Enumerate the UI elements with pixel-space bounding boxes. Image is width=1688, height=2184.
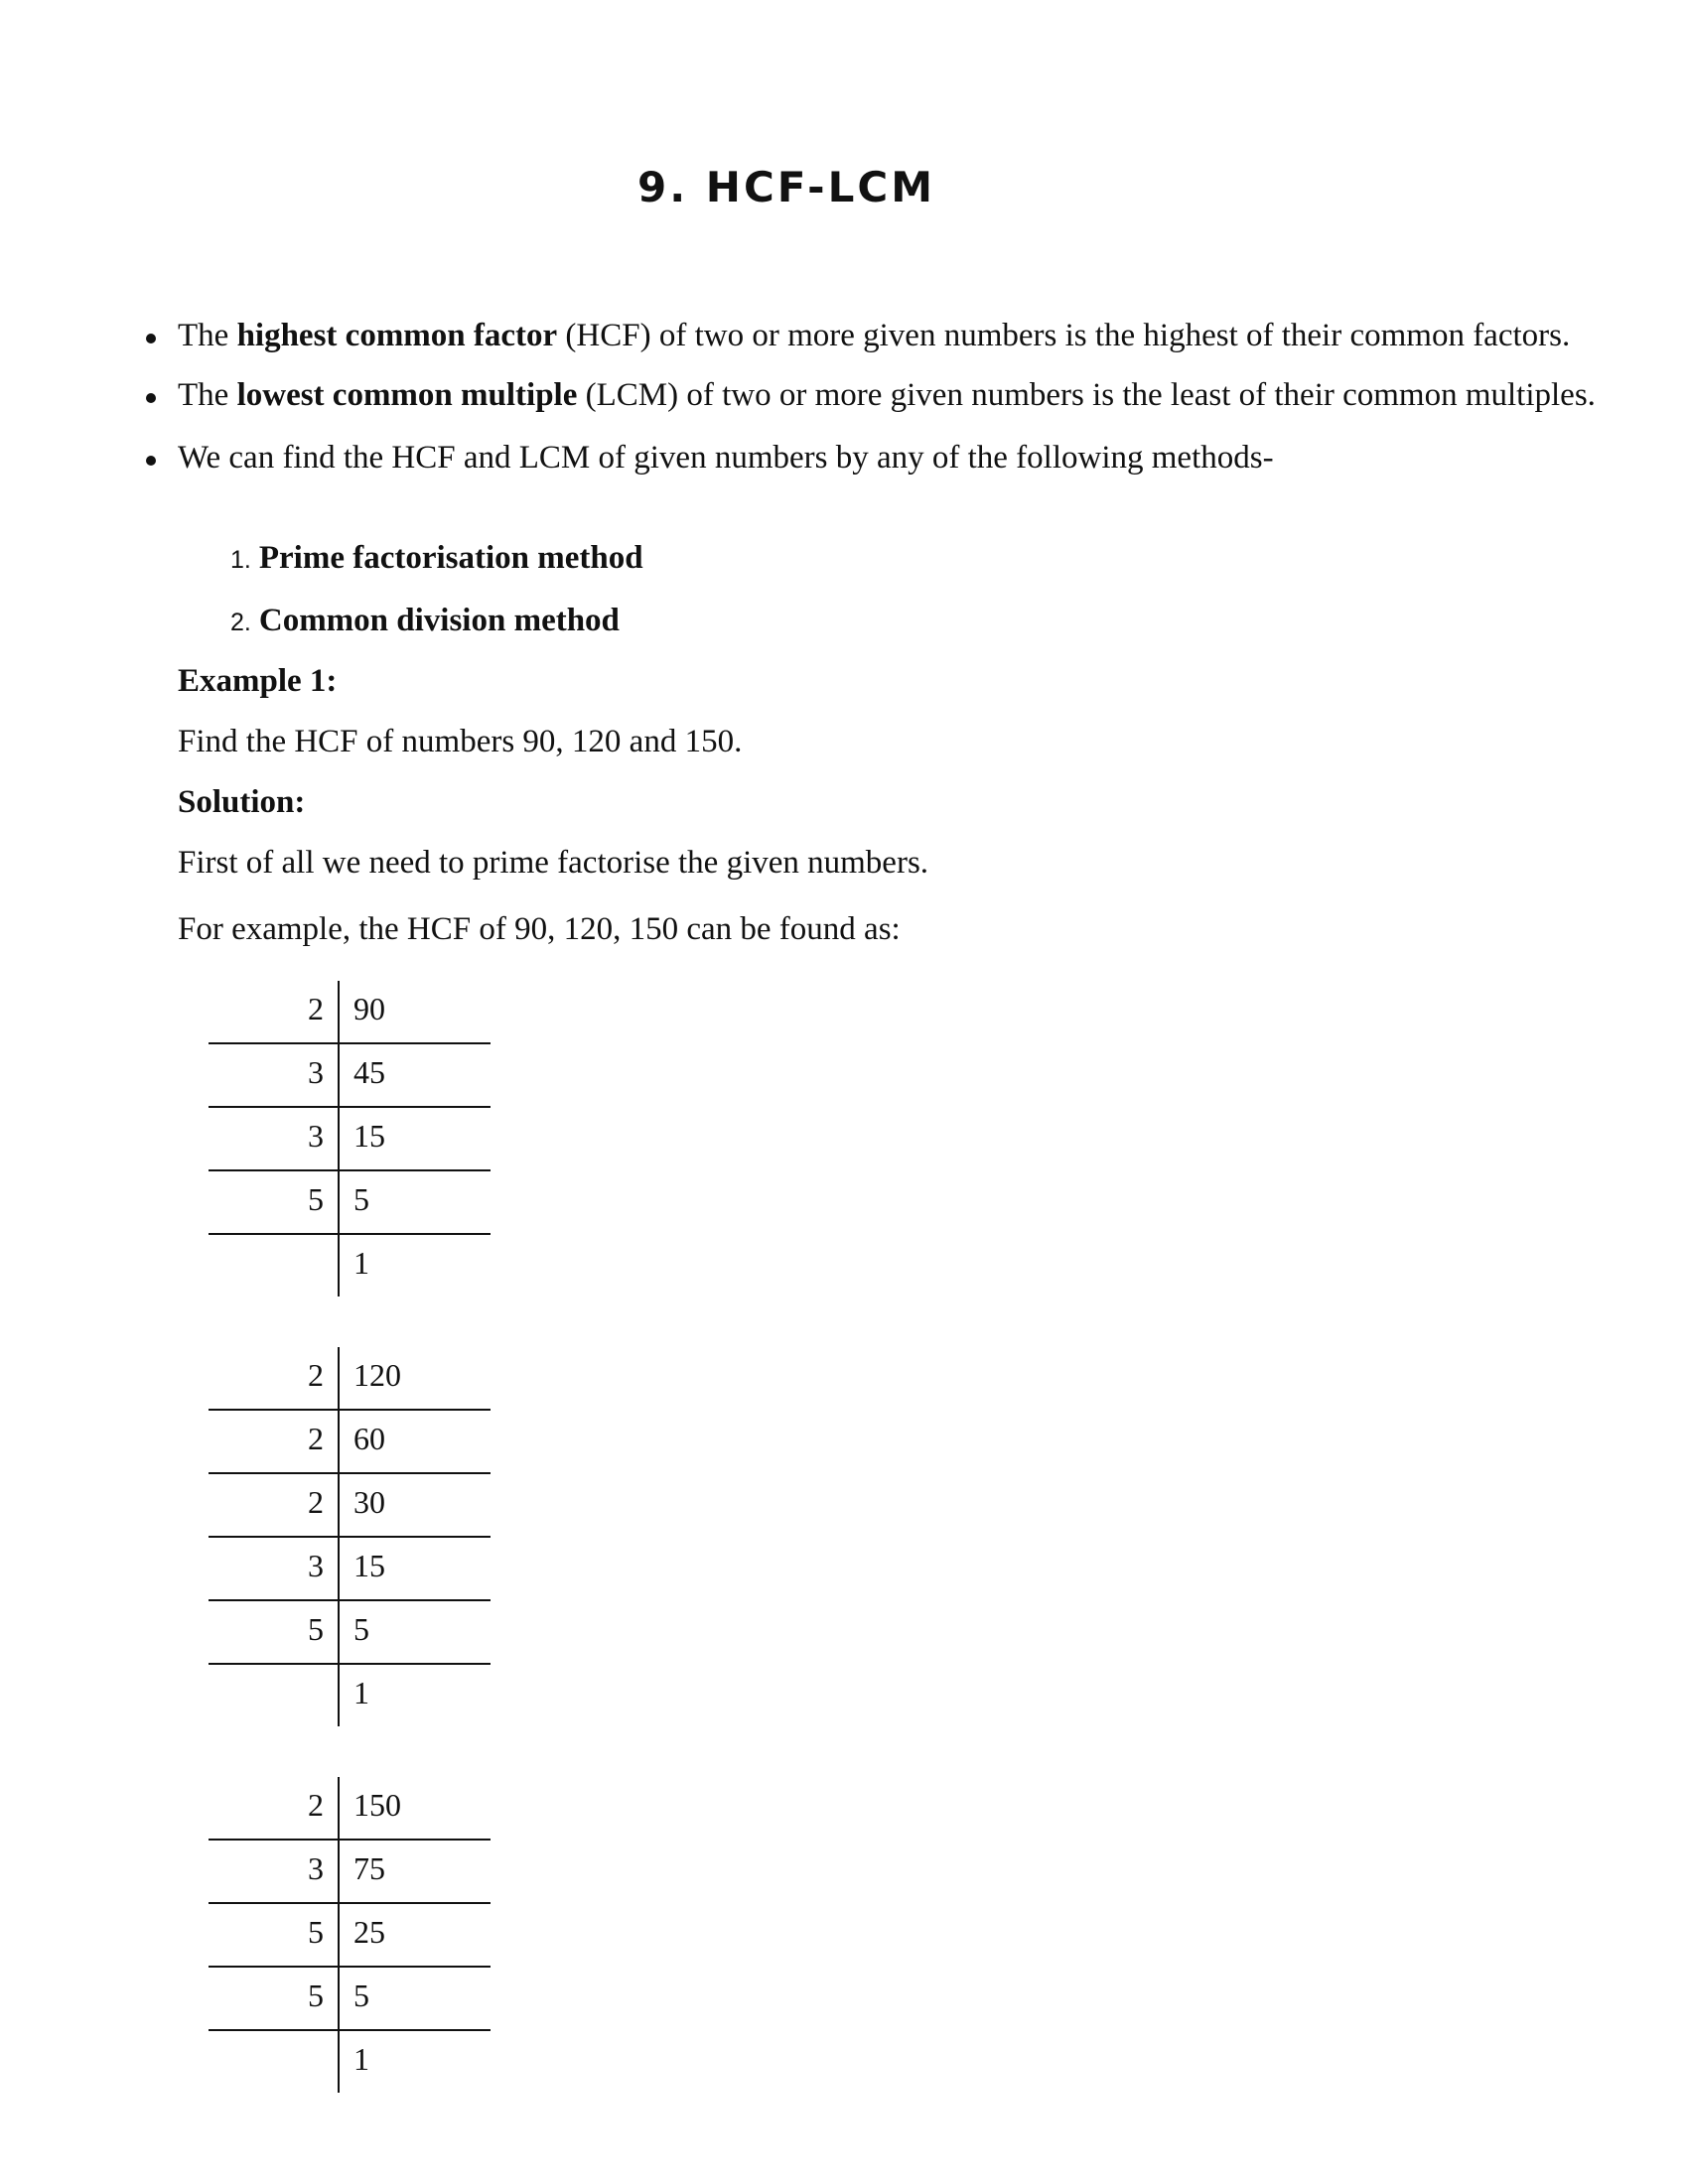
- division-vertical-line: [338, 1171, 340, 1233]
- division-vertical-line: [338, 1538, 340, 1599]
- division-table-120: [209, 1347, 491, 1726]
- quotient: 150: [353, 1787, 401, 1823]
- quotient: 1: [353, 1245, 369, 1281]
- quotient: 120: [353, 1357, 401, 1393]
- division-row: [209, 981, 491, 1044]
- bullet-icon: [146, 334, 156, 343]
- division-row: [209, 1235, 491, 1297]
- bullet-icon: [146, 393, 156, 403]
- divisor: 3: [308, 1850, 324, 1886]
- divisor: 5: [308, 1914, 324, 1950]
- division-row: [209, 1474, 491, 1538]
- division-row: [209, 1777, 491, 1841]
- division-vertical-line: [338, 2031, 340, 2093]
- division-vertical-line: [338, 1235, 340, 1297]
- quotient: 15: [353, 1548, 385, 1583]
- quotient: 60: [353, 1421, 385, 1456]
- example-heading: [178, 665, 337, 698]
- method-item: [230, 605, 643, 639]
- methods-list: [230, 542, 643, 639]
- divisor: 5: [308, 1978, 324, 2013]
- lcm-definition-text: (LCM) of two or more given numbers is the least of their common multiples.: [577, 377, 1596, 413]
- divisor: 3: [308, 1548, 324, 1583]
- divisor: 5: [308, 1181, 324, 1217]
- method-number: 2.: [230, 609, 251, 636]
- method-number: 1.: [230, 546, 251, 574]
- division-row: [209, 1665, 491, 1726]
- division-vertical-line: [338, 1841, 340, 1902]
- quotient: 15: [353, 1118, 385, 1154]
- divisor: 2: [308, 1421, 324, 1456]
- division-vertical-line: [338, 1347, 340, 1409]
- hcf-definition-intro: The: [178, 318, 237, 353]
- hcf-definition: [0, 320, 1628, 352]
- division-vertical-line: [338, 1968, 340, 2029]
- division-vertical-line: [338, 1108, 340, 1169]
- divisor: 2: [308, 1357, 324, 1393]
- quotient: 90: [353, 991, 385, 1026]
- method-label: Prime factorisation method: [258, 540, 643, 576]
- hcf-definition-text: (HCF) of two or more given numbers is the highest of their common factors.: [557, 318, 1571, 353]
- division-row: [209, 1904, 491, 1968]
- bullet-icon: [146, 456, 156, 466]
- division-row: [209, 2031, 491, 2093]
- quotient: 5: [353, 1978, 369, 2013]
- division-vertical-line: [338, 1411, 340, 1472]
- division-row: [209, 1411, 491, 1474]
- division-row: [209, 1538, 491, 1601]
- division-vertical-line: [338, 1777, 340, 1839]
- divisor: 3: [308, 1054, 324, 1090]
- division-table-90: [209, 981, 491, 1297]
- division-row: [209, 1968, 491, 2031]
- division-vertical-line: [338, 1474, 340, 1536]
- lcm-definition-intro: The: [178, 377, 237, 413]
- quotient: 75: [353, 1850, 385, 1886]
- solution-heading: [178, 786, 305, 819]
- divisor: 2: [308, 1787, 324, 1823]
- solution-heading-text: Solution:: [178, 784, 306, 820]
- division-row: [209, 1108, 491, 1171]
- quotient: 5: [353, 1611, 369, 1647]
- example-heading-text: Example 1:: [178, 663, 338, 699]
- division-row: [209, 1601, 491, 1665]
- division-vertical-line: [338, 1044, 340, 1106]
- division-vertical-line: [338, 1665, 340, 1726]
- division-row: [209, 1171, 491, 1235]
- solution-line-2: For example, the HCF of 90, 120, 150 can be found as:: [178, 911, 901, 947]
- quotient: 1: [353, 1675, 369, 1710]
- division-row: [209, 1044, 491, 1108]
- methods-intro: [0, 442, 1628, 475]
- quotient: 45: [353, 1054, 385, 1090]
- division-row: [209, 1841, 491, 1904]
- division-vertical-line: [338, 981, 340, 1042]
- hcf-term: highest common factor: [236, 318, 558, 353]
- division-vertical-line: [338, 1904, 340, 1966]
- division-table-150: [209, 1777, 491, 2093]
- method-item: [230, 542, 643, 577]
- division-vertical-line: [338, 1601, 340, 1663]
- divisor: 2: [308, 1484, 324, 1520]
- method-label: Common division method: [258, 603, 620, 638]
- methods-intro-text: We can find the HCF and LCM of given numbers by any of the following methods-: [178, 440, 1274, 476]
- lcm-term: lowest common multiple: [236, 377, 578, 413]
- divisor: 5: [308, 1611, 324, 1647]
- divisor: 3: [308, 1118, 324, 1154]
- definition-list: [0, 320, 1628, 475]
- solution-line-1: First of all we need to prime factorise the given numbers.: [178, 845, 929, 881]
- quotient: 25: [353, 1914, 385, 1950]
- divisor: 2: [308, 991, 324, 1026]
- quotient: 1: [353, 2041, 369, 2077]
- division-row: [209, 1347, 491, 1411]
- lcm-definition: [0, 379, 1628, 412]
- quotient: 5: [353, 1181, 369, 1217]
- page-title: 9. HCF-LCM: [637, 163, 935, 211]
- quotient: 30: [353, 1484, 385, 1520]
- example-question: Find the HCF of numbers 90, 120 and 150.: [178, 724, 743, 759]
